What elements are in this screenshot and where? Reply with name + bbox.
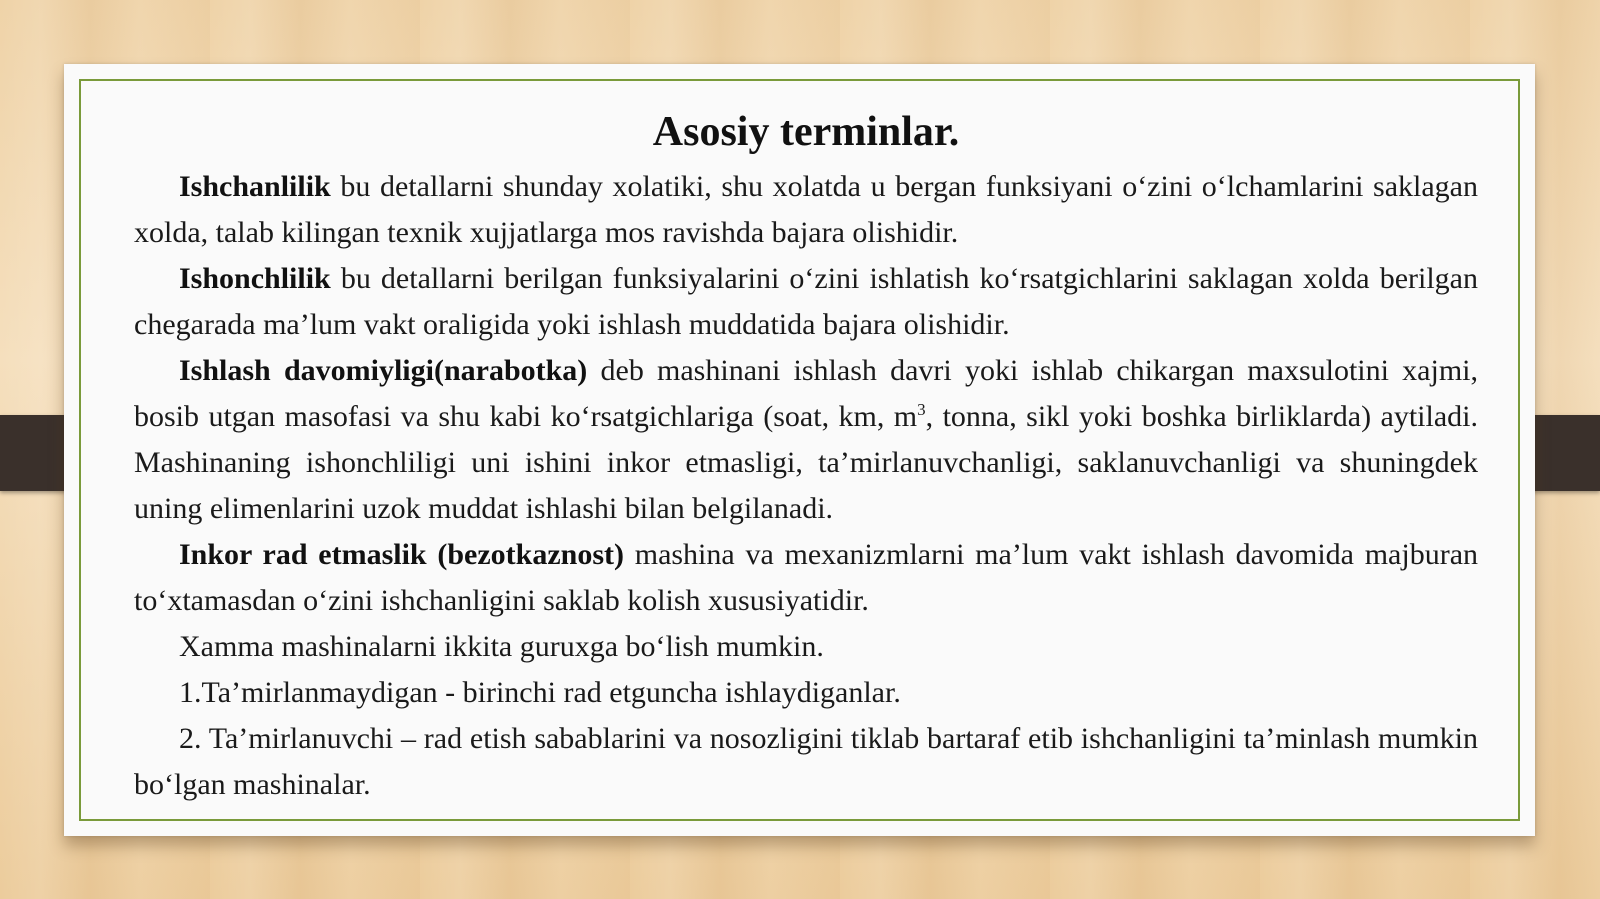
definition-ishchanlilik: bu detallarni shunday xolatiki, shu xolatda u bergan funksiyani o‘zini o‘lchamlarini saklagan xolda, talab kilingan texnik xujjatlarga mos ravishda bajara olishidir. bbox=[134, 170, 1478, 249]
slide-content bbox=[134, 104, 1478, 808]
term-inkor-rad-etmaslik: Inkor rad etmaslik (bezotkaznost) bbox=[179, 538, 624, 571]
slide-card bbox=[64, 64, 1535, 836]
definition-ishlash-davomiyligi-part2: , tonna, sikl yoki boshka birliklarda) aytiladi. Mashinaning ishonchliligi uni ishini inkor etmasligi, ta’mirlanuvchanligi, saklanuvchanligi va shuningdek uning elimenlarini uzok muddat ishlashi bilan belgilanadi. bbox=[134, 400, 1478, 525]
paragraph-groups-intro: Xamma mashinalarni ikkita guruxga bo‘lish mumkin. bbox=[179, 630, 824, 663]
paragraph-inkor-rad-etmaslik bbox=[134, 532, 1478, 624]
paragraph-ishlash-davomiyligi bbox=[134, 348, 1478, 532]
superscript-3: 3 bbox=[917, 400, 926, 419]
term-ishonchlilik: Ishonchlilik bbox=[179, 262, 331, 295]
paragraph-ishchanlilik bbox=[134, 164, 1478, 256]
term-ishlash-davomiyligi: Ishlash davomiyligi(narabotka) bbox=[179, 354, 588, 387]
term-ishchanlilik: Ishchanlilik bbox=[179, 170, 331, 203]
paragraph-group-2: 2. Ta’mirlanuvchi – rad etish sabablarini va nosozligini tiklab bartaraf etib ishchanligini ta’minlash mumkin bo‘lgan mashinalar. bbox=[134, 722, 1478, 801]
definition-inkor-rad-etmaslik: mashina va mexanizmlarni ma’lum vakt ishlash davomida majburan to‘xtamasdan o‘zini ishchanligini saklab kolish xususiyatidir. bbox=[134, 538, 1479, 617]
paragraph-group-1: 1.Ta’mirlanmaydigan - birinchi rad etguncha ishlaydiganlar. bbox=[179, 676, 901, 709]
definition-ishonchlilik: bu detallarni berilgan funksiyalarini o‘zini ishlatish ko‘rsatgichlarini saklagan xolda berilgan chegarada ma’lum vakt oraligida yoki ishlash muddatida bajara olishidir. bbox=[134, 262, 1478, 341]
definition-ishlash-davomiyligi-part1: deb mashinani ishlash davri yoki ishlab chikargan maxsulotini xajmi, bosib utgan masofasi va shu kabi ko‘rsatgichlariga (soat, km, m bbox=[134, 354, 1478, 433]
slide-title: Asosiy terminlar. bbox=[652, 109, 960, 155]
paragraph-ishonchlilik bbox=[134, 256, 1478, 348]
